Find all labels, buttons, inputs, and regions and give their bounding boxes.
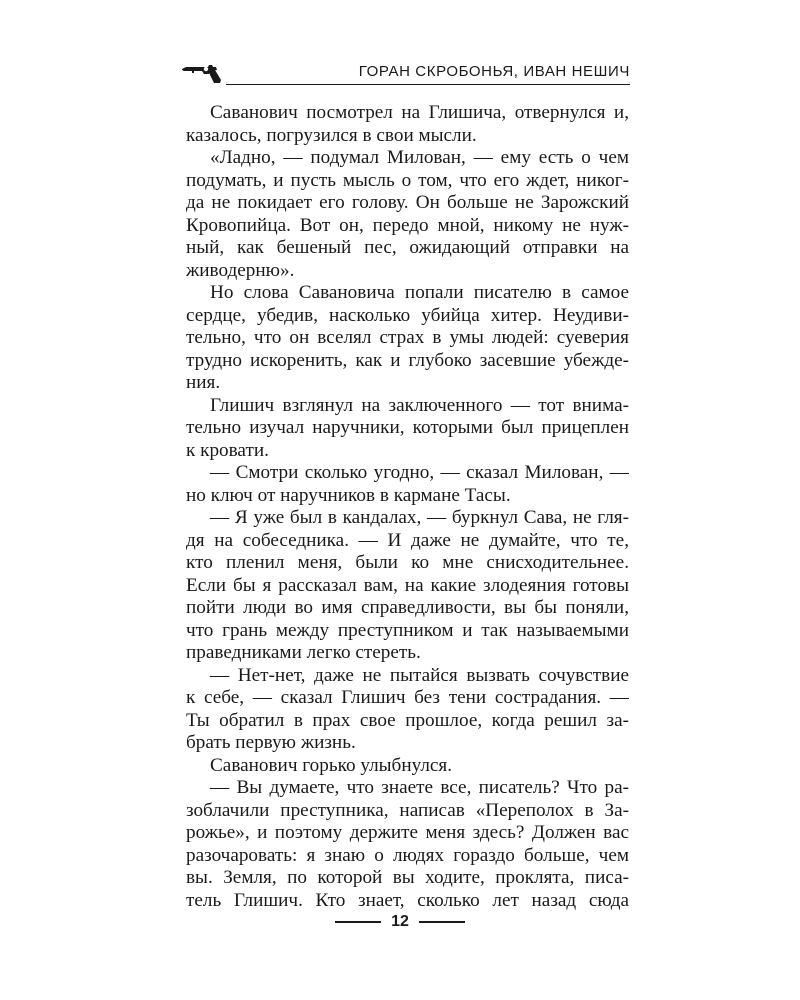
text-line: рожье», и поэтому держите меня здесь? Должен вас [186,822,629,843]
header-rule [226,84,630,85]
text-line: Но слова Савановича попали писателю в самое [210,282,629,303]
text-line: брать первую жизнь. [186,732,356,753]
text-line: тельно изучал наручники, которыми был прицеплен [186,417,629,438]
text-line: — Вы думаете, что знаете все, писатель? Что ра- [210,777,629,798]
text-line: кто пленил меня, были ко мне снисходительнее. [186,552,629,573]
text-line: Если бы я рассказал вам, на какие злодеяния готовы [186,574,629,596]
text-line: живодерню». [186,259,295,281]
text-line: ния. [186,372,221,393]
text-line: ный, как бешеный пес, ожидающий отправки на [186,237,629,258]
text-line: дя на собеседника. — И даже не думайте, что те, [186,529,629,551]
running-head: ГОРАН СКРОБОНЬЯ, ИВАН НЕШИЧ [358,63,630,80]
page-number: 12 [391,913,409,930]
text-line: — Нет-нет, даже не пытайся вызвать сочувствие [210,664,629,686]
text-line: подумать, и пусть мысль о том, что его ждет, никог- [186,169,629,191]
text-line: тель Глишич. Кто знает, сколько лет назад сюда [186,889,629,911]
text-line: — Смотри сколько угодно, — сказал Милован, — [210,462,629,483]
text-line: разочаровать: я знаю о людях гораздо больше, чем [186,844,629,866]
text-line: зоблачили преступника, написав «Переполох в За- [186,799,629,821]
footer-dash-left [335,921,381,923]
text-line: к себе, — сказал Глишич без тени сострадания. — [186,687,629,708]
text-line: вы. Земля, по которой вы ходите, проклята, писа- [186,867,629,888]
text-line: «Ладно, — подумал Милован, — ему есть о чем [210,147,629,168]
text-line: Ты обратил в прах свое прошлое, когда решил за- [186,709,629,731]
body-text [186,102,629,912]
text-line: трудно искоренить, как и глубоко засевшие убежде- [186,349,629,371]
text-line: да не покидает его голову. Он больше не Зарожский [186,192,629,213]
running-header [180,58,630,88]
text-line: пойти люди во имя справедливости, вы бы поняли, [186,597,629,618]
text-line: праведниками легко стереть. [186,642,421,663]
text-line: Глишич взглянул на заключенного — тот внима- [210,394,629,416]
text-line: что грань между преступником и так называемыми [186,619,629,641]
text-line: но ключ от наручников в кармане Тасы. [186,484,511,506]
text-line: казалось, погрузился в свои мысли. [186,124,477,146]
text-line: Кровопийца. Вот он, передо мной, никому не нуж- [186,214,629,236]
text-line: тельно, что он вселял страх в умы людей: суеверия [186,327,629,348]
text-line: к кровати. [186,439,269,461]
text-line: Савaнович посмотрел на Глишича, отвернулся и, [210,102,629,123]
text-line: сердце, убедив, насколько убийца хитер. Неудиви- [186,304,629,326]
revolver-icon [180,60,224,84]
text-line: Саванович горько улыбнулся. [210,754,453,776]
page-footer [0,913,800,931]
text-line: — Я уже был в кандалах, — буркнул Сава, не гля- [210,507,629,528]
footer-dash-right [419,921,465,923]
